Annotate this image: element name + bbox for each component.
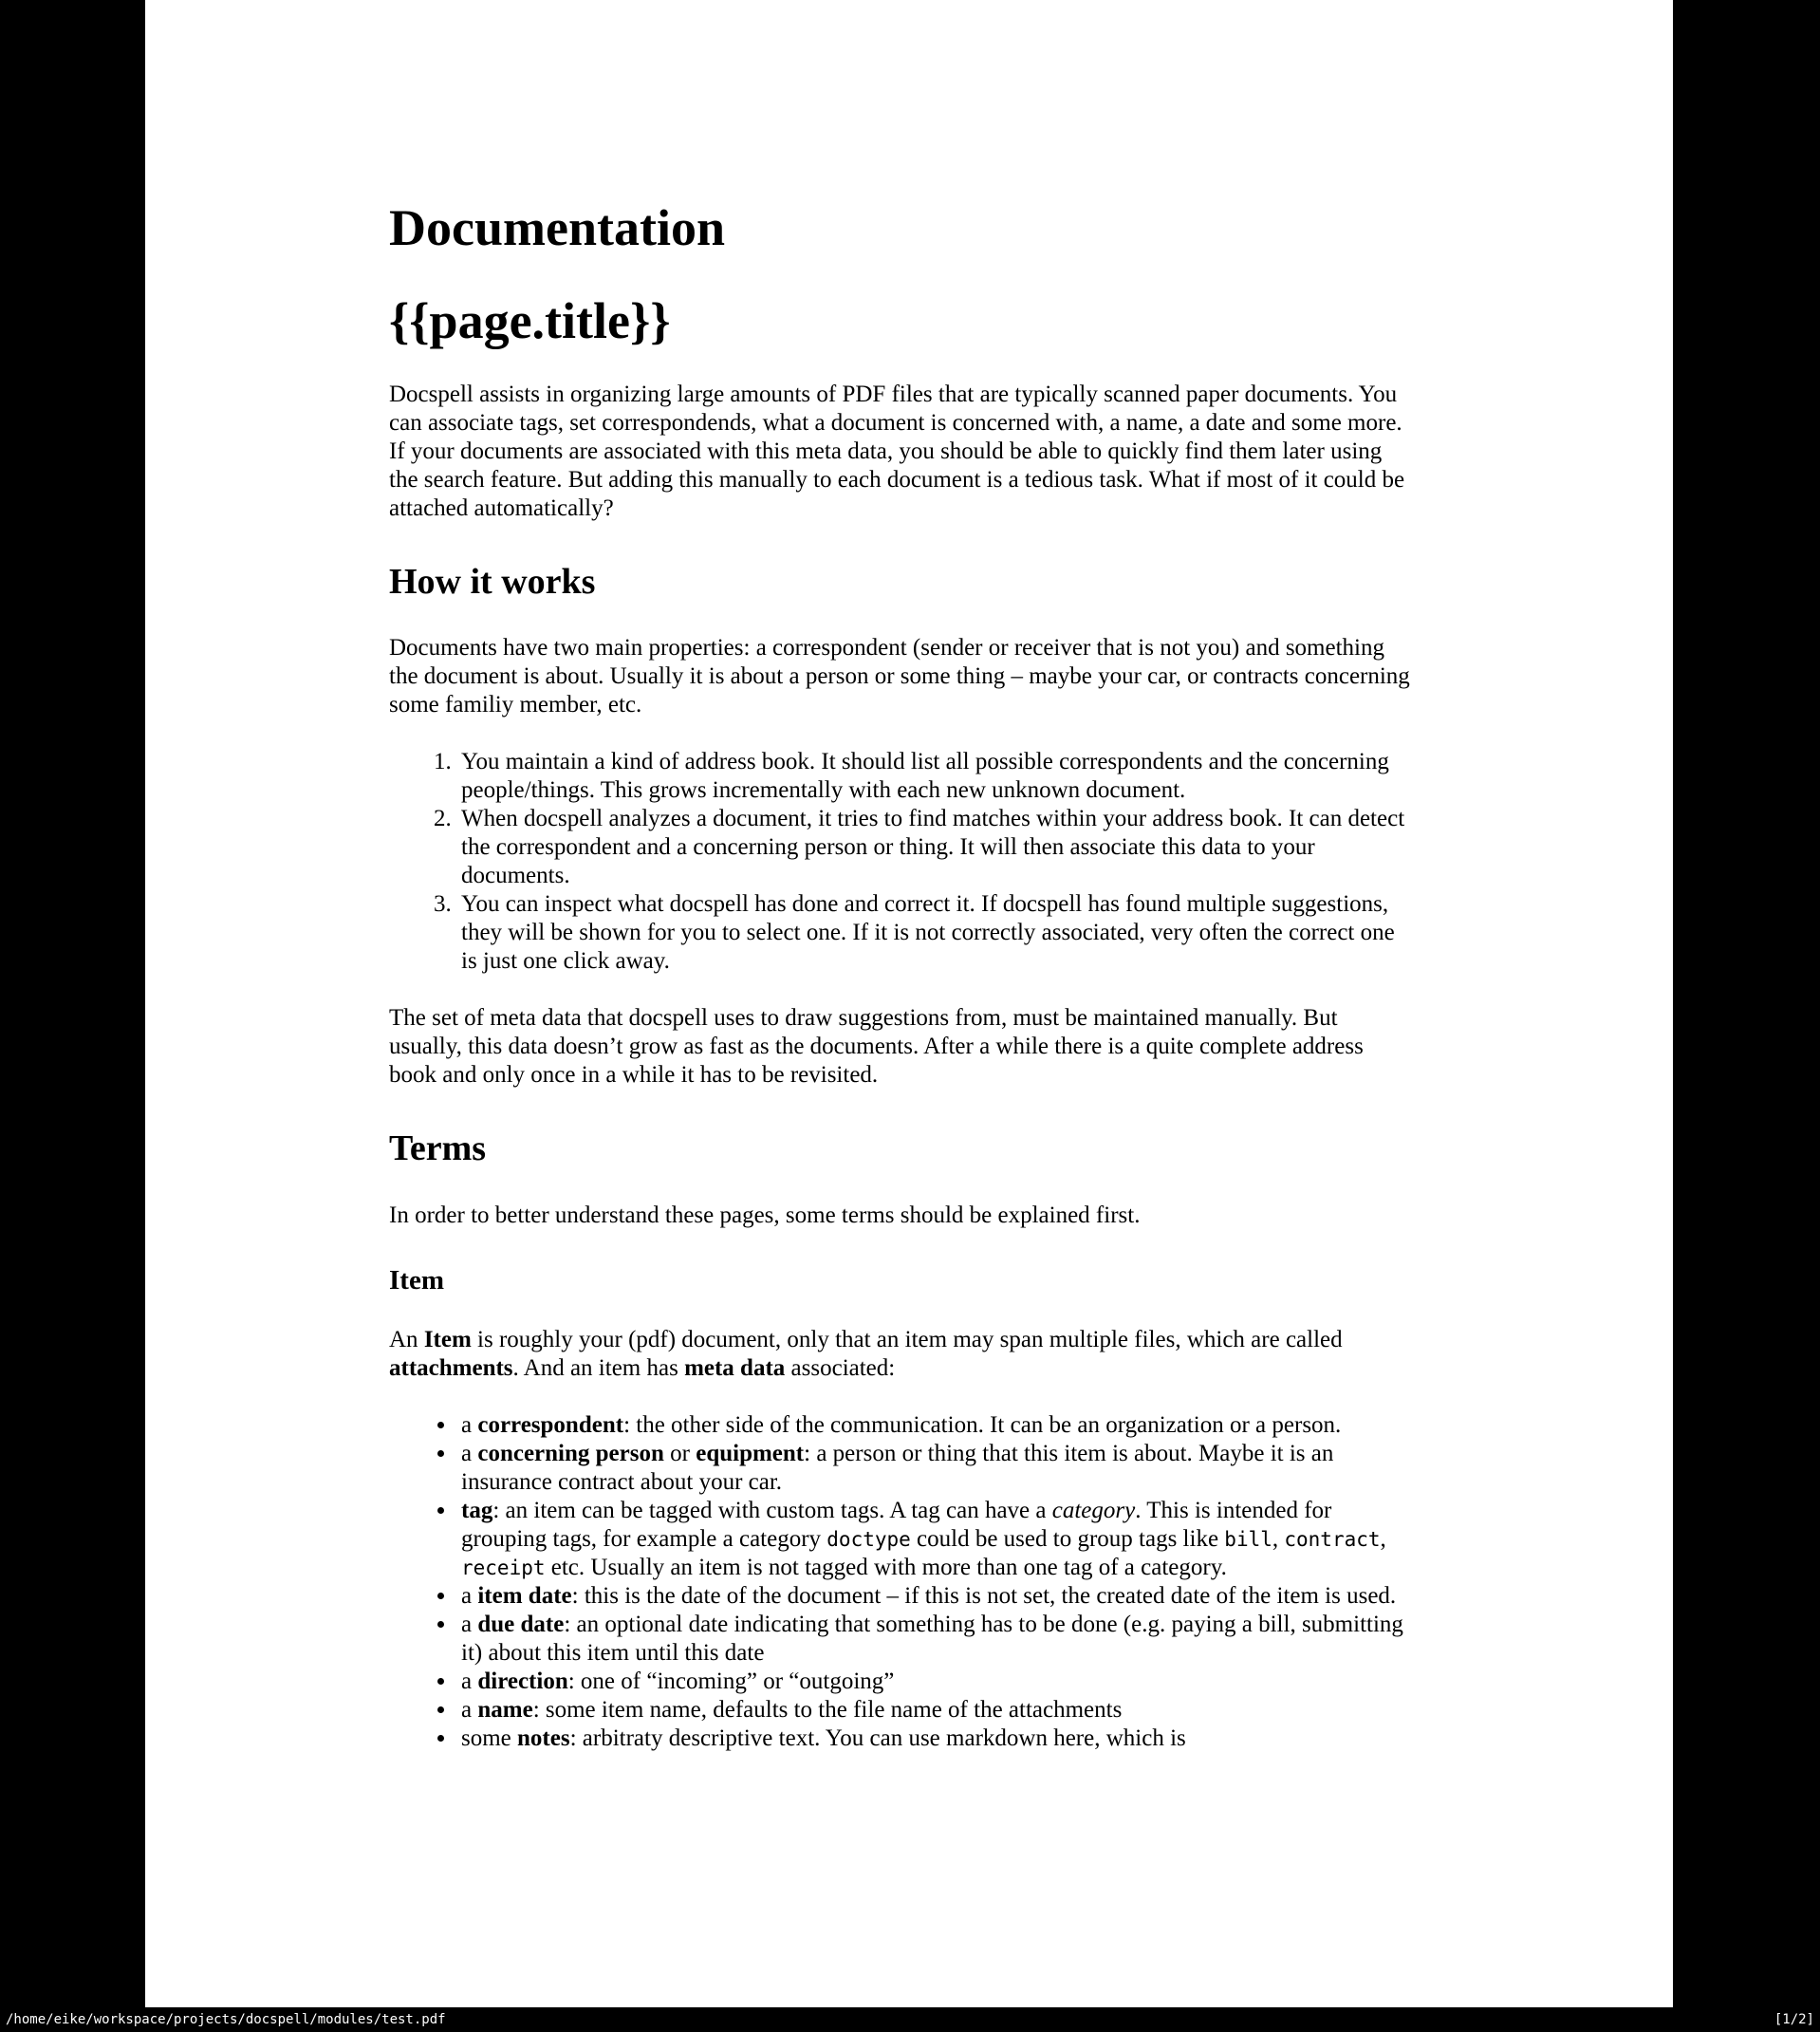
intro-paragraph: Docspell assists in organizing large amounts of PDF files that are typically scanned paper documents. You can associate tags, set correspondends, what a document is concerned with, a name, a date and some more. If your documents are associated with this meta data, you should be able to quickly find them later using the search feature. But adding this manually to each document is a tedious task. What if most of it could be attached automatically?	[389, 381, 1405, 521]
step-item-2: 2. When docspell analyzes a document, it tries to find matches within your address book. It can detect the correspondent and a concerning person or thing. It will then associate this data to your documents.	[457, 805, 1414, 890]
item-intro-paragraph: An Item is roughly your (pdf) document, only that an item may span multiple files, which are called attachments. And an item has meta data associated:	[389, 1326, 1343, 1381]
steps-list	[389, 748, 1414, 976]
item-meta-list	[389, 1411, 1414, 1753]
terms-intro-paragraph: In order to better understand these pages, some terms should be explained first.	[389, 1202, 1141, 1228]
step-item-3: 3. You can inspect what docspell has done and correct it. If docspell has found multiple suggestions, they will be shown for you to select one. If it is not correctly associated, very often the correct one is just one click away.	[457, 890, 1414, 976]
meta-item-concerning: • a concerning person or equipment: a person or thing that this item is about. Maybe it is an insurance contract about your car.	[457, 1440, 1414, 1497]
terms-heading: Terms	[389, 1128, 487, 1169]
meta-item-direction: • a direction: one of “incoming” or “outgoing”	[457, 1668, 1414, 1696]
page-indicator: [1/2]	[1774, 2012, 1814, 2027]
meta-item-notes: • some notes: arbitraty descriptive text. You can use markdown here, which is	[457, 1724, 1414, 1753]
template-placeholder-heading: {{page.title}}	[389, 291, 671, 349]
pdf-page	[145, 0, 1673, 2007]
document-content	[389, 0, 1414, 1753]
meta-item-correspondent: • a correspondent: the other side of the communication. It can be an organization or a person.	[457, 1411, 1414, 1440]
meta-item-tag: • tag: an item can be tagged with custom tags. A tag can have a category. This is intended for grouping tags, for example a category doctype could be used to group tags like bill, contract, receipt etc. Usually an item is not tagged with more than one tag of a category.	[457, 1497, 1414, 1582]
document-title-heading: Documentation	[389, 199, 725, 256]
how-it-works-paragraph: Documents have two main properties: a correspondent (sender or receiver that is not you) and something the document is about. Usually it is about a person or some thing – maybe your car, or contracts concerning some familiy member, etc.	[389, 635, 1410, 718]
meta-item-due-date: • a due date: an optional date indicating that something has to be done (e.g. paying a bill, submitting it) about this item until this date	[457, 1611, 1414, 1668]
item-heading: Item	[389, 1264, 444, 1296]
status-bar	[0, 2007, 1820, 2032]
meta-data-paragraph: The set of meta data that docspell uses to draw suggestions from, must be maintained manually. But usually, this data doesn’t grow as fast as the documents. After a while there is a quite complete address book and only once in a while it has to be revisited.	[389, 1005, 1364, 1089]
step-item-1: 1. You maintain a kind of address book. It should list all possible correspondents and the concerning people/things. This grows incrementally with each new unknown document.	[457, 748, 1414, 805]
how-it-works-heading: How it works	[389, 561, 596, 602]
meta-item-name: • a name: some item name, defaults to the file name of the attachments	[457, 1696, 1414, 1724]
meta-item-item-date: • a item date: this is the date of the document – if this is not set, the created date of the item is used.	[457, 1582, 1414, 1611]
file-path-text: /home/eike/workspace/projects/docspell/modules/test.pdf	[6, 2012, 446, 2027]
